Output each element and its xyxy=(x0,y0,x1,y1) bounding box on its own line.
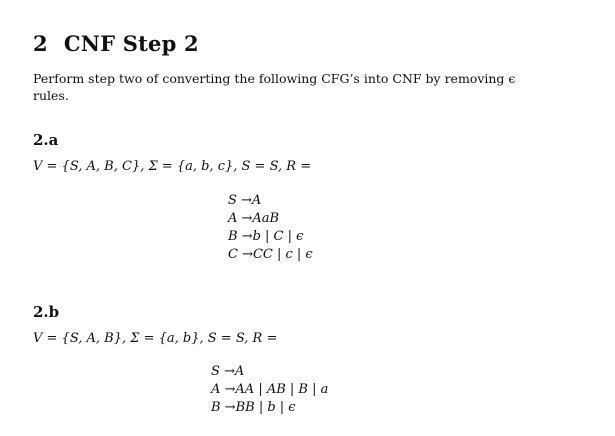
rule-line: B →BB | b | ϵ xyxy=(211,400,296,415)
rule-line: A →AA | AB | B | a xyxy=(211,382,329,397)
problem-a-definition: V = {S, A, B, C}, Σ = {a, b, c}, S = S, R = xyxy=(33,159,312,174)
problem-a-heading: 2.a xyxy=(33,131,59,149)
section-title: CNF Step 2 xyxy=(63,31,199,56)
problem-b-definition: V = {S, A, B}, Σ = {a, b}, S = S, R = xyxy=(33,331,278,346)
rule-line: S →A xyxy=(228,193,262,208)
rule-line: S →A xyxy=(211,364,245,379)
rule-line: A →AaB xyxy=(228,211,280,226)
section-heading xyxy=(33,31,199,56)
problem-b-heading: 2.b xyxy=(33,303,60,321)
intro-paragraph: Perform step two of converting the following CFG’s into CNF by removing ϵ rules. xyxy=(33,71,516,103)
problem-a-rules xyxy=(228,192,313,264)
problem-b-rules xyxy=(211,363,328,417)
rule-line: C →CC | c | ϵ xyxy=(228,247,313,262)
section-number: 2 xyxy=(33,31,48,56)
rule-line: B →b | C | ϵ xyxy=(228,229,304,244)
